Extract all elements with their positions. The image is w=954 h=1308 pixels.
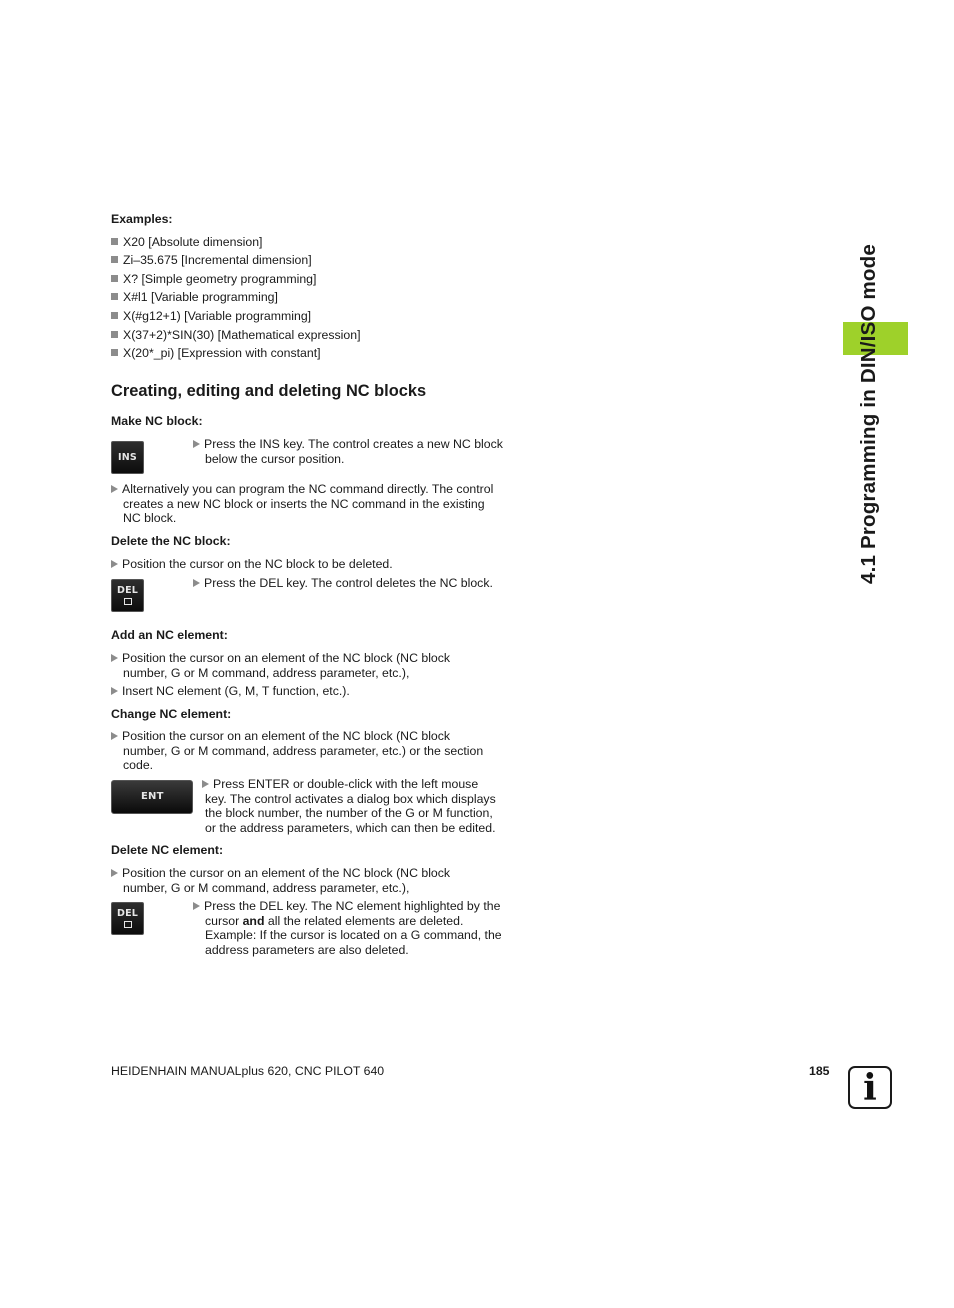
bullet-icon: [111, 275, 118, 282]
make-block-heading: Make NC block:: [111, 414, 203, 428]
arrow-icon: [193, 440, 200, 448]
change-step-1: Position the cursor on an element of the NC block (NC block number, G or M command, address parameter, etc.) or the section code.: [111, 729, 483, 773]
arrow-icon: [202, 780, 209, 788]
delete-element-heading: Delete NC element:: [111, 843, 224, 857]
make-step-1: Press the INS key. The control creates a new NC block below the cursor position.: [193, 437, 503, 466]
info-icon: i: [848, 1066, 892, 1109]
bullet-icon: [111, 331, 118, 338]
bullet-icon: [111, 312, 118, 319]
bullet-icon: [111, 349, 118, 356]
list-item: X? [Simple geometry programming]: [111, 272, 316, 287]
arrow-icon: [193, 579, 200, 587]
ent-key-icon: ENT: [111, 780, 193, 814]
list-item: X(37+2)*SIN(30) [Mathematical expression]: [111, 328, 361, 343]
arrow-icon: [193, 902, 200, 910]
bullet-icon: [111, 238, 118, 245]
arrow-icon: [111, 687, 118, 695]
list-item: X20 [Absolute dimension]: [111, 235, 262, 250]
add-element-heading: Add an NC element:: [111, 628, 228, 642]
list-item: Zi–35.675 [Incremental dimension]: [111, 253, 312, 268]
del-key-icon: DEL: [111, 579, 144, 612]
delete-block-heading: Delete the NC block:: [111, 534, 231, 548]
delete-element-step-2: Press the DEL key. The NC element highlighted by the cursor and all the related elements are deleted. Example: If the cursor is located on a G command, the address parameters are also deleted.: [193, 899, 502, 957]
side-tab-title: 4.1 Programming in DIN/ISO mode: [857, 244, 880, 584]
list-item: X(20*_pi) [Expression with constant]: [111, 346, 321, 361]
arrow-icon: [111, 485, 118, 493]
arrow-icon: [111, 560, 118, 568]
bullet-icon: [111, 293, 118, 300]
make-step-2: Alternatively you can program the NC command directly. The control creates a new NC block or inserts the NC command in the existing NC block.: [111, 482, 493, 526]
change-step-2: Press ENTER or double-click with the left mouse key. The control activates a dialog box which displays the block number, the number of the G or M function, or the address parameters, which can then be edited.: [202, 777, 496, 835]
arrow-icon: [111, 869, 118, 877]
bullet-icon: [111, 256, 118, 263]
del-key-icon: DEL: [111, 902, 144, 935]
ins-key-icon: INS: [111, 441, 144, 474]
arrow-icon: [111, 732, 118, 740]
change-element-heading: Change NC element:: [111, 707, 232, 721]
list-item: X(#g12+1) [Variable programming]: [111, 309, 311, 324]
arrow-icon: [111, 654, 118, 662]
list-item: X#l1 [Variable programming]: [111, 290, 278, 305]
delete-block-step-2: Press the DEL key. The control deletes the NC block.: [193, 576, 493, 591]
footer-text: HEIDENHAIN MANUALplus 620, CNC PILOT 640: [111, 1064, 385, 1078]
section-title: Creating, editing and deleting NC blocks: [111, 382, 427, 400]
add-step-1: Position the cursor on an element of the NC block (NC block number, G or M command, address parameter, etc.),: [111, 651, 450, 680]
add-step-2: Insert NC element (G, M, T function, etc.).: [111, 684, 350, 699]
delete-block-step-1: Position the cursor on the NC block to be deleted.: [111, 557, 393, 572]
delete-element-step-1: Position the cursor on an element of the NC block (NC block number, G or M command, address parameter, etc.),: [111, 866, 450, 895]
examples-heading: Examples:: [111, 212, 173, 226]
page-number: 185: [809, 1064, 830, 1078]
side-tab: [832, 210, 882, 596]
